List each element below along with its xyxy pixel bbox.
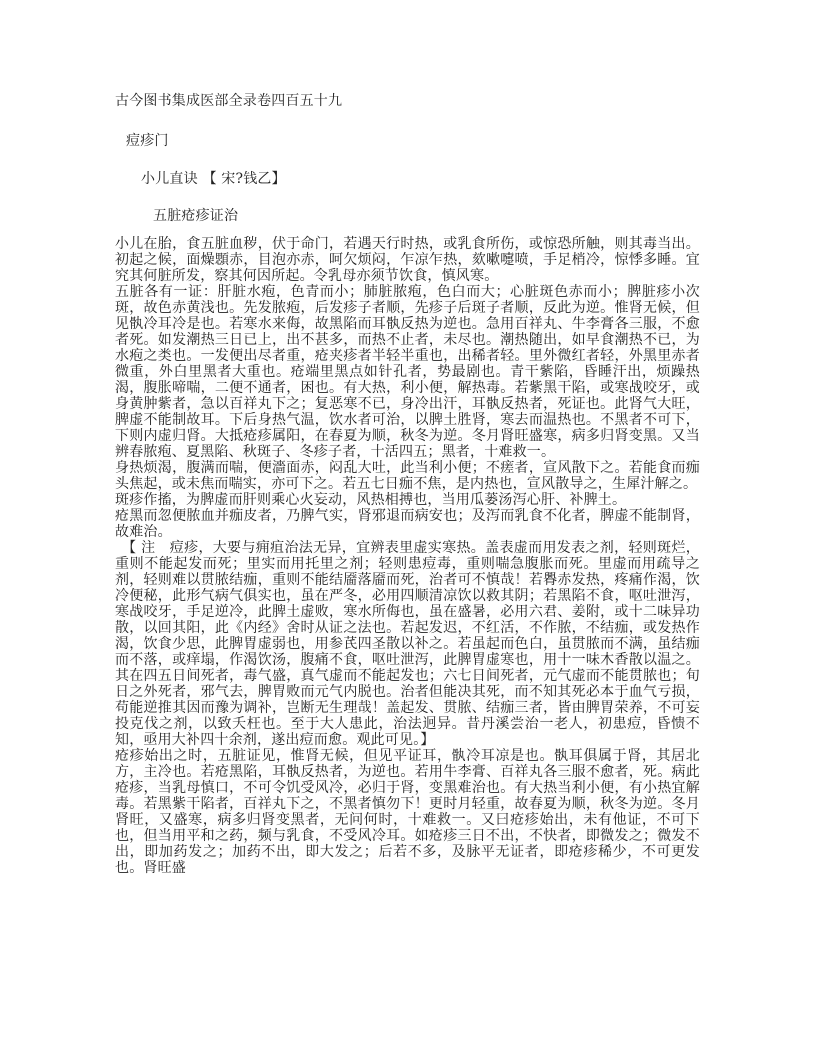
paragraph-intro: 小儿在胎，食五脏血秽，伏于命门，若遇天行时热，或乳食所伤，或惊恐所触，则其毒当出。初起之候，面燥顋赤，目泡亦赤，呵欠烦闷，乍凉乍热，欬嗽嚏喷，手足梢冷，惊悸多睡。宜究其何脏所发，察其何因所起。令乳母亦须节饮食，慎风寒。 [115, 236, 700, 284]
section-heading: 痘疹门 [126, 133, 169, 149]
paragraph-five-organs: 五脏各有一证：肝脏水疱，色青而小；肺脏脓疱，色白而大；心脏斑色赤而小；脾脏疹小次斑，故色赤黄浅也。先发脓疱，后发疹子者顺，先疹子后斑子者顺，反此为逆。惟肾无候，但见骫冷耳冷是也。若寒水来侮，故黑陷而耳骫反热为逆也。急用百祥丸、牛李膏各三服，不愈者死。如发潮热三日已上，出不甚多，而热不止者，未尽也。潮热随出，如早食潮热不已，为水疱之类也。一发便出尽者重，疮夹疹者半轻半重也，出稀者轻。里外微红者轻，外黑里赤者微重，外白里黑者大重也。疮端里黑点如针孔者，势最剧也。青干紫陷，昏睡汗出，烦躁热渴，腹胀啼喘，二便不通者，困也。有大热，利小便，解热毒。若紫黑干陷，或寒战咬牙，或身黄肿紫者，急以百祥丸下之；复恶寒不已，身冷出汗，耳骫反热者，死证也。此肾气大旺，脾虚不能制故耳。下后身热气温，饮水者可治，以脾土胜肾，寒去而温热也。不黑者不可下，下则内虚归肾。大抵疮疹属阳，在春夏为顺，秋冬为逆。冬月肾旺盛寒，病多归肾变黑。又当辨春脓疱、夏黑陷、秋斑子、冬疹子者，十活四五；黑者，十难救一。 [115, 284, 700, 460]
paragraph-fever-thirst: 身热烦渴，腹满而喘，便濇面赤，闷乱大吐，此当利小便；不瘥者，宣风散下之。若能食而痂头焦起，或未焦而喘实，亦可下之。若五七日痂不焦，是内热也，宣风散导之，生犀汁解之。 [115, 460, 700, 492]
paragraph-annotation: 【 注 痘疹，大要与痈疽治法无异，宜辨表里虚实寒热。盖表虚而用发表之剂，轻则斑烂，重则不能起发而死；里实而用托里之剂；轻则患痘毒，重则喘急腹胀而死。里虚而用疏导之剂，轻则难以贯脓结痂，重则不能结靥落靥而死，治者可不慎哉！若臖赤发热，疼痛作渴，饮冷便秘，此形气病气俱实也，虽在严冬，必用四顺清凉饮以救其阴；若黑陷不食，呕吐泄泻，寒战咬牙，手足逆冷，此脾土虚败，寒水所侮也，虽在盛暑，必用六君、姜附，或十二味异功散，以回其阳，此《内经》舍时从证之法也。若起发迟，不红活，不作脓，不结痂，或发热作渴，饮食少思，此脾胃虚弱也，用参芪四圣散以补之。若虽起而色白，虽贯脓而不满，虽结痂而不落，或痒塌，作渴饮汤，腹痛不食，呕吐泄泻，此脾胃虚寒也，用十一味木香散以温之。其在四五日间死者，毒气盛，真气虚而不能起发也；六七日间死者，元气虚而不能贯脓也；旬日之外死者，邪气去，脾胃败而元气内脱也。治者但能决其死，而不知其死必本于血气亏损，苟能逆推其因而豫为调补，岂断无生理哉！盖起发、贯脓、结痂三者，皆由脾胃荣养，不可妄投克伐之剂，以致夭枉也。至于大人患此，治法迥异。昔丹溪尝治一老人，初患痘，昏愦不知，亟用大补四十余剂，遂出痘而愈。观此可见。】 [115, 540, 700, 748]
paragraph-banzhen: 斑疹作搐，为脾虚而肝则乘心火妄动，风热相搏也，当用瓜蒌汤泻心肝、补脾土。 [115, 492, 627, 508]
paragraph-black-sores: 疮黑而忽便脓血并痂皮者，乃脾气实，肾邪退而病安也；及泻而乳食不化者，脾虚不能制肾，故难治。 [115, 508, 700, 540]
paragraph-onset: 疮疹始出之时，五脏证见，惟肾无候，但见平证耳，骫冷耳凉是也。骫耳俱属于肾，其居北方，主冷也。若疮黑陷，耳骫反热者，为逆也。若用牛李膏、百祥丸各三服不愈者，死。病此疮疹，当乳母慎口，不可令饥受风冷，必归于肾，变黑难治也。有大热当利小便，有小热宜解毒。若黑紫干陷者，百祥丸下之，不黑者慎勿下！更时月轻重，故春夏为顺，秋冬为逆。冬月肾旺，又盛寒，病多归肾变黑者，无问何时，十难救一。又曰疮疹始出，未有他证，不可下也，但当用平和之药，频与乳食，不受风冷耳。如疮疹三日不出，不快者，即微发之；微发不出，即加药发之；加药不出，即大发之；后若不多，及脉平无证者，即疮疹稀少，不可更发也。肾旺盛 [115, 748, 700, 876]
body-text [115, 236, 700, 876]
work-heading: 小儿直诀 【 宋?钱乙】 [141, 171, 286, 187]
chapter-heading: 五脏疮疹证治 [153, 208, 239, 224]
document-title: 古今图书集成医部全录卷四百五十九 [115, 93, 343, 109]
